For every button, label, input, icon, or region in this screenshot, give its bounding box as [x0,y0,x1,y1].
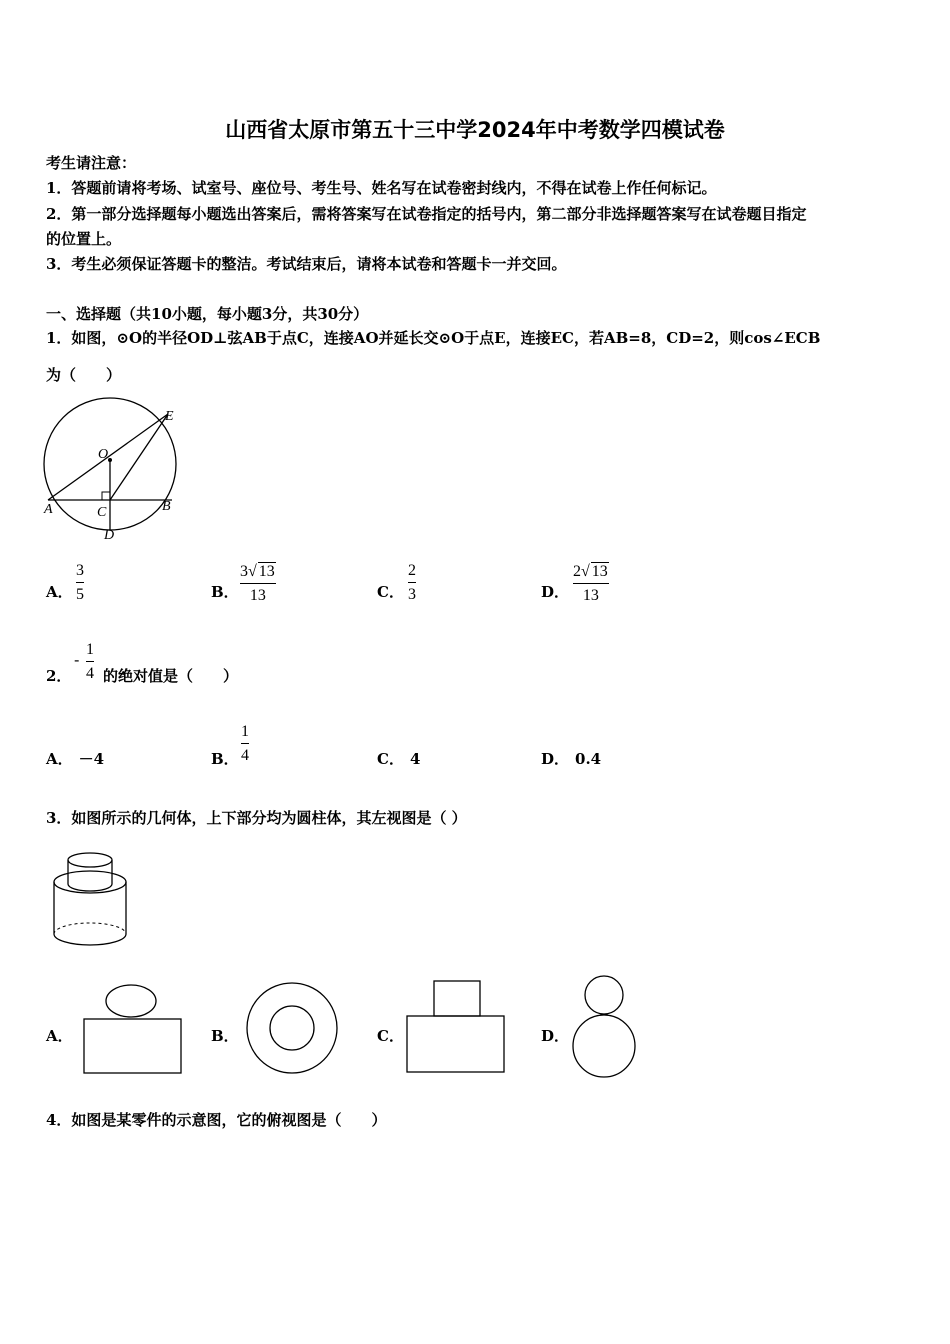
denominator: 13 [582,587,599,604]
denominator: 3 [408,586,416,603]
q2-option-d: D． 0.4 [541,750,602,768]
q1-option-a-fraction [76,562,84,604]
q2-option-b-label: B． [211,750,239,768]
denominator: 13 [249,587,266,604]
numerator: 1 [86,641,94,658]
notice-heading: 考生请注意： [46,154,137,172]
q2-option-c: C． 4 [377,750,421,768]
q1-circle-figure [38,392,188,544]
denominator: 4 [86,665,94,682]
q1-option-c-fraction [408,562,416,604]
q1-text: 1．如图，⊙O的半径OD⊥弦AB于点C，连接AO并延长交⊙O于点E，连接EC，若AB=8，CD=2，则cos∠ECB [46,329,821,347]
q1-option-a-label: A． [46,583,73,601]
q2-minus-sign: - [74,650,80,669]
q2-text: 的绝对值是（ ） [103,667,239,685]
label-a: A [44,502,53,517]
q2-option-a: A． －4 [46,750,105,768]
label-b: B [162,499,171,514]
q1-option-d-fraction [573,562,609,605]
q2-fraction [86,641,94,683]
q1-text-cont: 为（ ） [46,366,122,384]
q3-option-a-label: A． [46,1027,73,1045]
notice-item-1: 1．答题前请将考场、试室号、座位号、考生号、姓名写在试卷密封线内，不得在试卷上作任何标记。 [46,179,717,197]
right-angle-mark [102,492,110,500]
notice-item-3: 3．考生必须保证答题卡的整洁。考试结束后，请将本试卷和答题卡一并交回。 [46,255,567,273]
page-title: 山西省太原市第五十三中学2024年中考数学四模试卷 [225,118,725,142]
q1-option-c-label: C． [377,583,404,601]
label-d: D [104,528,115,543]
q3-option-d-figure [570,973,640,1081]
section-heading: 一、选择题（共10小题，每小题3分，共30分） [46,305,369,323]
q2-number: 2． [46,667,72,685]
q3-option-b-label: B． [211,1027,239,1045]
label-o: O [98,447,109,462]
label-c: C [97,505,107,520]
q2-option-b-fraction [241,723,249,765]
q4-text: 4．如图是某零件的示意图，它的俯视图是（ ） [46,1111,387,1129]
numerator: 3√ 13 [240,563,275,580]
q3-option-c-figure [405,979,507,1077]
q3-option-b-figure [244,980,342,1078]
numerator: 3 [76,562,84,579]
q3-option-a-figure [82,984,184,1078]
q1-option-b-fraction [240,562,276,605]
q3-option-d-label: D． [541,1027,570,1045]
denominator: 4 [241,747,249,764]
notice-item-2: 2．第一部分选择题每小题选出答案后，需将答案写在试卷指定的括号内，第二部分非选择题答案写在试卷题目指定 [46,205,807,223]
center-dot [108,458,112,462]
label-e: E [165,409,174,424]
q1-option-b-label: B． [211,583,239,601]
q3-solid-figure [48,848,134,950]
q3-text: 3．如图所示的几何体，上下部分均为圆柱体，其左视图是（ ） [46,809,467,827]
numerator: 2√ 13 [573,563,608,580]
q3-option-c-label: C． [377,1027,404,1045]
segment-ec [110,414,168,500]
q1-option-d-label: D． [541,583,570,601]
numerator: 1 [241,723,249,740]
notice-item-2-cont: 的位置上。 [46,230,122,248]
denominator: 5 [76,586,84,603]
numerator: 2 [408,562,416,579]
